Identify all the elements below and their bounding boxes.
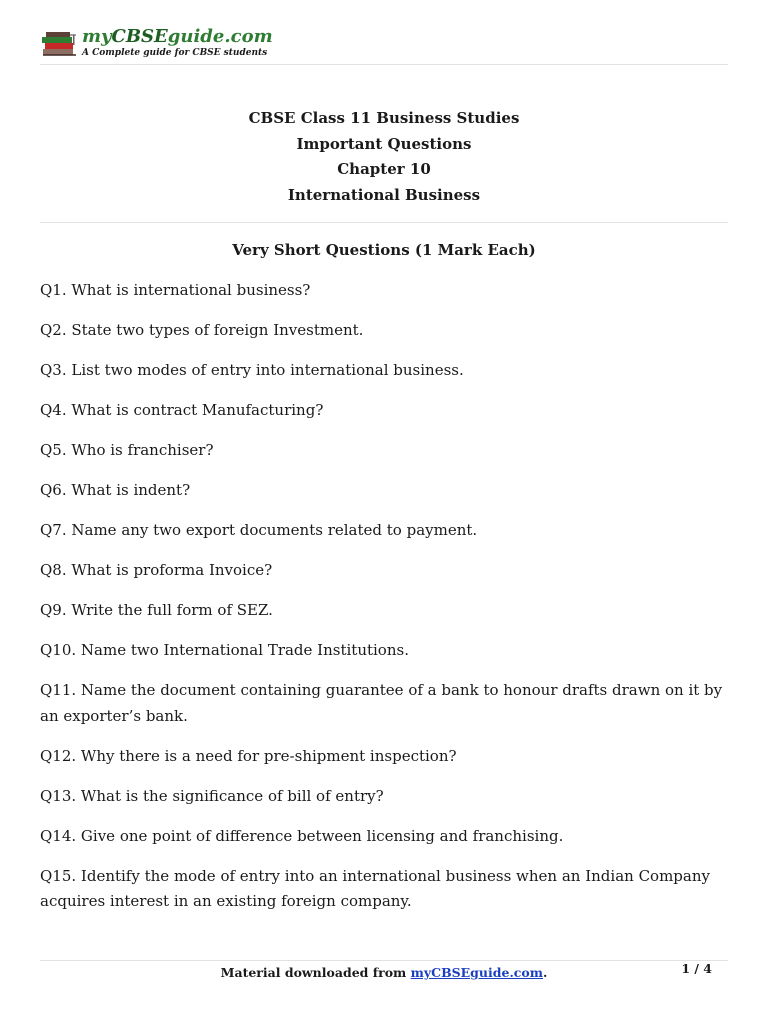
question-item: Q3. List two modes of entry into international business.: [40, 361, 464, 379]
question-item: Q11. Name the document containing guarantee of a bank to honour drafts drawn on it by an exporter’s bank.: [40, 681, 723, 725]
question-list: [40, 278, 728, 929]
question-item: Q7. Name any two export documents related to payment.: [40, 521, 478, 539]
logo-brand-guide: guide: [167, 26, 225, 47]
section-heading: Very Short Questions (1 Mark Each): [232, 241, 536, 259]
logo-wordmark: [82, 27, 273, 47]
title-line-3: Chapter 10: [337, 160, 431, 178]
books-icon: [40, 30, 80, 58]
question-item: Q1. What is international business?: [40, 281, 311, 299]
question-item: Q12. Why there is a need for pre-shipment inspection?: [40, 746, 457, 765]
question-item: Q2. State two types of foreign Investment.: [40, 321, 364, 339]
question-item: Q5. Who is franchiser?: [40, 441, 214, 459]
title-line-2: Important Questions: [296, 134, 472, 153]
logo-brand-cbse: CBSE: [111, 26, 168, 47]
question-item: Q15. Identify the mode of entry into an international business when an Indian Company acquires interest in an existing foreign company.: [40, 866, 710, 910]
logo-brand-my: my: [82, 26, 112, 47]
footer-attribution: [40, 965, 728, 981]
document-title: [40, 106, 728, 208]
logo-brand-tld: .com: [224, 26, 273, 47]
title-line-4: International Business: [287, 185, 481, 204]
question-item: Q9. Write the full form of SEZ.: [40, 601, 273, 619]
question-item: Q4. What is contract Manufacturing?: [40, 401, 324, 419]
question-item: Q14. Give one point of difference between licensing and franchising.: [40, 826, 564, 845]
page-number: 1 / 4: [681, 961, 712, 976]
question-item: Q8. What is proforma Invoice?: [40, 561, 273, 579]
footer-suffix: .: [542, 965, 548, 980]
logo-tagline: A Complete guide for CBSE students: [82, 48, 268, 58]
page-footer: [40, 960, 728, 991]
title-line-1: CBSE Class 11 Business Studies: [248, 109, 520, 127]
question-item: Q10. Name two International Trade Institutions.: [40, 641, 409, 659]
footer-prefix: Material downloaded from: [220, 965, 411, 980]
mycbseguide-logo[interactable]: [40, 26, 273, 60]
footer-link[interactable]: myCBSEguide.com: [410, 965, 543, 980]
title-divider: [40, 222, 728, 223]
page-header: [40, 24, 728, 65]
question-item: Q6. What is indent?: [40, 481, 191, 499]
question-item: Q13. What is the significance of bill of entry?: [40, 786, 384, 805]
